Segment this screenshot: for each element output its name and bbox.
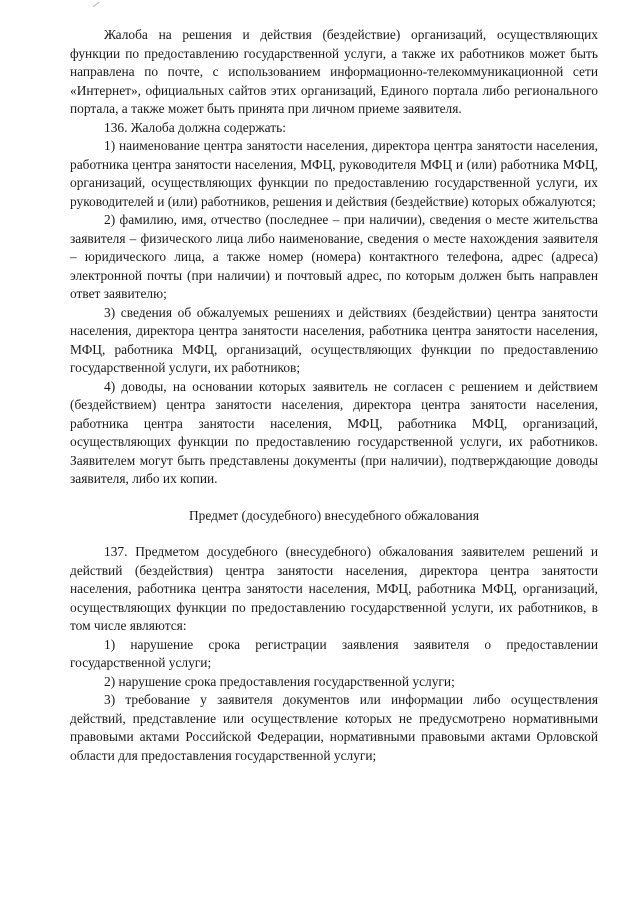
section-heading: Предмет (досудебного) внесудебного обжалования bbox=[188, 507, 480, 523]
paragraph-136-item-2: 2) фамилию, имя, отчество (последнее – при наличии), сведения о месте жительства заявителя – физического лица либо наименование, сведения о месте нахождения заявителя – юридического лица, а также номер (номера) контактного телефона, адрес (адреса) электронной почты (при наличии) и почтовый адрес, по которым должен быть направлен ответ заявителю; bbox=[70, 212, 598, 301]
paragraph-137-item-2: 2) нарушение срока предоставления государственной услуги; bbox=[104, 673, 455, 689]
scan-mark bbox=[92, 2, 99, 7]
paragraph-137-item-1: 1) нарушение срока регистрации заявления заявителя о предоставлении государственной услуги; bbox=[70, 636, 598, 670]
paragraph-137-item-3: 3) требование у заявителя документов или информации либо осуществления действий, представление или осуществление которых не предусмотрено нормативными правовыми актами Российской Федерации, нормативными правовыми актами Орловской области для предоставления государственной услуги; bbox=[70, 692, 598, 763]
paragraph-136-item-4: 4) доводы, на основании которых заявитель не согласен с решением и действием (бездействием) центра занятости населения, директора центра занятости населения, работника центра занятости населения, МФЦ, работника МФЦ, организаций, осуществляющих функции по предоставлению государственной услуги, их работников. Заявителем могут быть представлены документы (при наличии), подтверждающие доводы заявителя, либо их копии. bbox=[70, 378, 598, 486]
paragraph-137: 137. Предметом досудебного (внесудебного) обжалования заявителем решений и действий (бездействия) центра занятости населения, директора центра занятости населения, работника центра занятости населения, МФЦ, работника МФЦ, организаций, осуществляющих функции по предоставлению государственной услуги, их работников, в том числе являются: bbox=[70, 544, 598, 633]
paragraph-complaint-channels: Жалоба на решения и действия (бездействие) организаций, осуществляющих функции по предоставлению государственной услуги, а также их работников может быть направлена по почте, с использованием информационно-телекоммуникационной сети «Интернет», официальных сайтов этих организаций, Единого портала либо регионального портала, а также может быть принята при личном приеме заявителя. bbox=[70, 27, 598, 116]
paragraph-136-item-1: 1) наименование центра занятости населения, директора центра занятости населения, работника центра занятости населения, МФЦ, руководителя МФЦ и (или) работника МФЦ, организаций, осуществляющих функции по предоставлению государственной услуги, их руководителей и (или) работников, решения и действия (бездействие) которых обжалуются; bbox=[70, 138, 598, 209]
paragraph-136-item-3: 3) сведения об обжалуемых решениях и действиях (бездействии) центра занятости населения, директора центра занятости населения, работника центра занятости населения, МФЦ, работника МФЦ, организаций, осуществляющих функции по предоставлению государственной услуги, их работников; bbox=[70, 304, 598, 375]
paragraph-136-heading: 136. Жалоба должна содержать: bbox=[104, 119, 286, 135]
document-page bbox=[70, 26, 598, 765]
